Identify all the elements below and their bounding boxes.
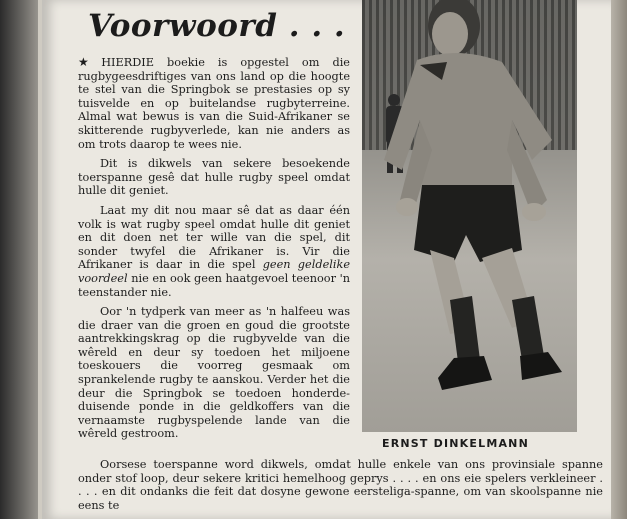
page-title: Voorwoord . . . <box>88 8 346 44</box>
paragraph-3: Laat my dit nou maar sê dat as daar één volk is wat rugby speel omdat hulle dit geniet en dit doen net ter wille van die spel, dit sonder twyfel die Afrikaner is. Vir die Afrikaner is daar in die spel geen geldelike voordeel nie en ook geen haatgevoel teenoor 'n teenstander nie. <box>78 203 351 299</box>
italic-phrase: geen geldelike voordeel <box>78 258 351 285</box>
body-column <box>78 56 350 447</box>
page-right-edge <box>611 0 627 519</box>
bottom-paragraph <box>78 458 603 512</box>
paragraph-bottom: Oorsese toerspanne word dikwels, omdat hulle enkele van ons provinsiale spanne onder stof loop, deur sekere kritici hemelhoog geprys . . . . en ons eie spelers verkleineer . . . . en dit ondanks die feit dat dosyne gewone eersteliga-spanne, om van skoolspanne nie eens te <box>78 458 603 512</box>
facing-page-edge <box>0 0 44 519</box>
paragraph-2: Dit is dikwels van sekere besoekende toerspanne gesê dat hulle rugby speel omdat hulle dit geniet. <box>78 157 350 198</box>
paragraph-4: Oor 'n tydperk van meer as 'n halfeeu was die draer van die groen en goud die grootste aantrekkingskrag op die rugbyvelde van die wêreld en deur sy toedoen het miljoene toeskouers die voorreg gesmaak om sprankelende rugby te aanskou. Verder het die deur die Springbok se toedoen honderde-duisende ponde in die geldkoffers van die vernaamste rugbyspelende lande van die wêreld gestroom. <box>78 305 350 441</box>
photo-caption: ERNST DINKELMANN <box>382 437 529 450</box>
player-photo <box>362 0 577 432</box>
star-icon: ★ <box>78 55 99 69</box>
paragraph-intro: ★ HIERDIE boekie is opgestel om die rugbygeesdriftiges van ons land op die hoogte te stel van die Springbok se prestasies op sy tuisvelde en op buitelandse rugbyterreine. Almal wat bewus is van die Suid-Afrikaner se skitterende rugbyverlede, kan nie anders as om trots daarop te wees nie. <box>78 55 350 151</box>
player-figure <box>362 0 577 432</box>
